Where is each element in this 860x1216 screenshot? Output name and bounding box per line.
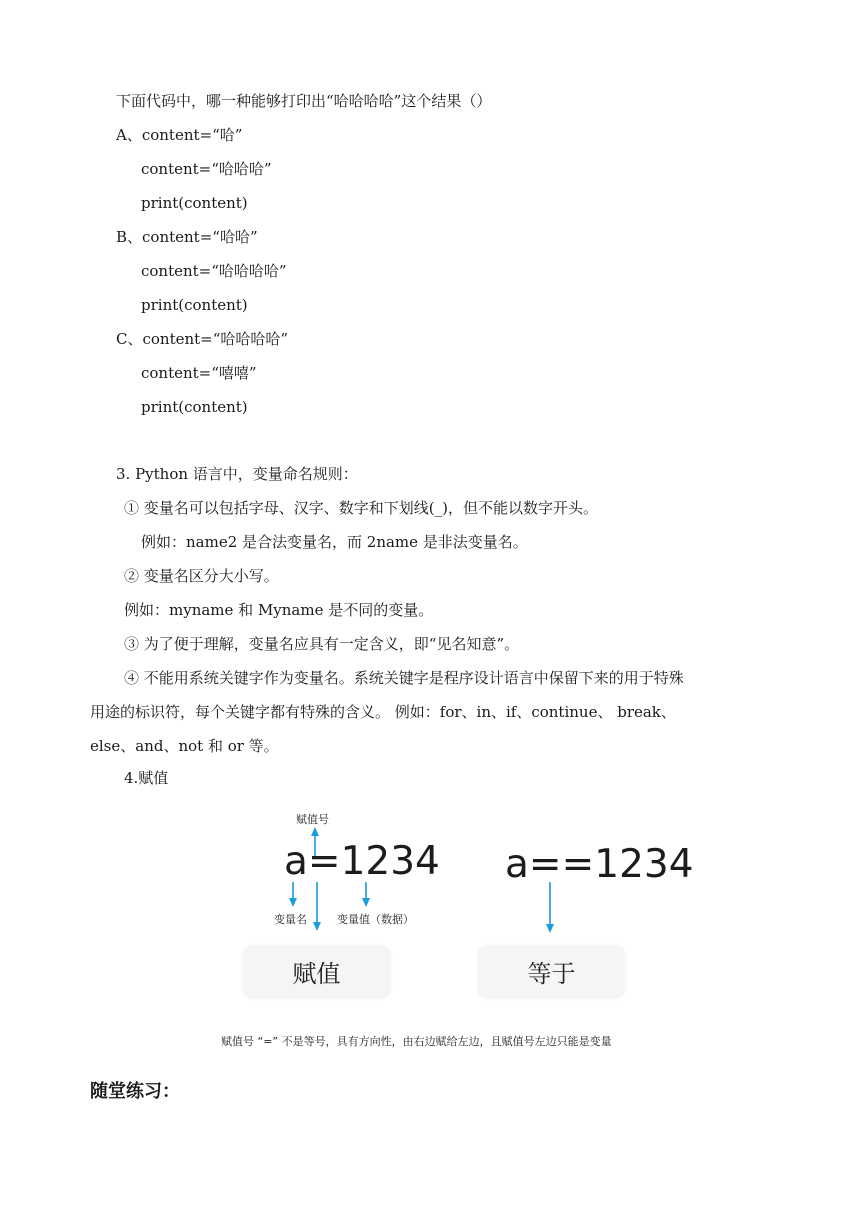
option-a-line-2: content=“哈哈哈” [141,160,272,178]
rule-4-line-1: ④ 不能用系统关键字作为变量名。系统关键字是程序设计语言中保留下来的用于特殊 [124,669,684,687]
assign-sign-arrowhead [311,827,319,836]
option-c-line-1: C、content=“哈哈哈哈” [116,330,289,348]
option-b-line-3: print(content) [141,296,248,314]
assign-sign-label: 赋值号 [296,813,329,826]
rule-4-line-3: else、and、not 和 or 等。 [90,737,279,755]
rule-2: ② 变量名区分大小写。 [124,567,279,585]
option-b-line-1: B、content=“哈哈” [116,228,258,246]
practice-heading: 随堂练习： [90,1081,180,1102]
equal-box-arrowhead [546,924,554,933]
rule-3: ③ 为了便于理解，变量名应具有一定含义，即“见名知意”。 [124,635,520,653]
diagram-arrows [0,800,860,1050]
section4-title: 4.赋值 [124,769,169,787]
assign-box-arrowhead [313,922,321,931]
rule-4-line-2: 用途的标识符，每个关键字都有特殊的含义。 例如：for、in、if、continue、 break、 [90,703,676,721]
equal-expression: a==1234 [505,842,694,887]
question-stem: 下面代码中，哪一种能够打印出“哈哈哈哈”这个结果（） [116,92,492,110]
assign-expression: a=1234 [284,839,440,884]
diagram-caption: 赋值号 “=” 不是等号，具有方向性，由右边赋给左边，且赋值号左边只能是变量 [221,1035,612,1048]
var-value-arrowhead [362,898,370,907]
rule-1-example: 例如：name2 是合法变量名，而 2name 是非法变量名。 [141,533,528,551]
option-b-line-2: content=“哈哈哈哈” [141,262,287,280]
option-c-line-2: content=“嘻嘻” [141,364,257,382]
option-c-line-3: print(content) [141,398,248,416]
var-value-label: 变量值（数据） [337,913,414,926]
assignment-diagram [0,800,860,1050]
option-a-line-3: print(content) [141,194,248,212]
assign-box: 赋值 [243,945,390,997]
rule-2-example: 例如：myname 和 Myname 是不同的变量。 [124,601,434,619]
rule-1: ① 变量名可以包括字母、汉字、数字和下划线(_)，但不能以数字开头。 [124,499,598,517]
option-a-line-1: A、content=“哈” [116,126,243,144]
equal-box: 等于 [478,945,625,997]
var-name-label: 变量名 [274,913,307,926]
var-name-arrowhead [289,898,297,907]
section3-title: 3. Python 语言中，变量命名规则： [116,465,358,483]
